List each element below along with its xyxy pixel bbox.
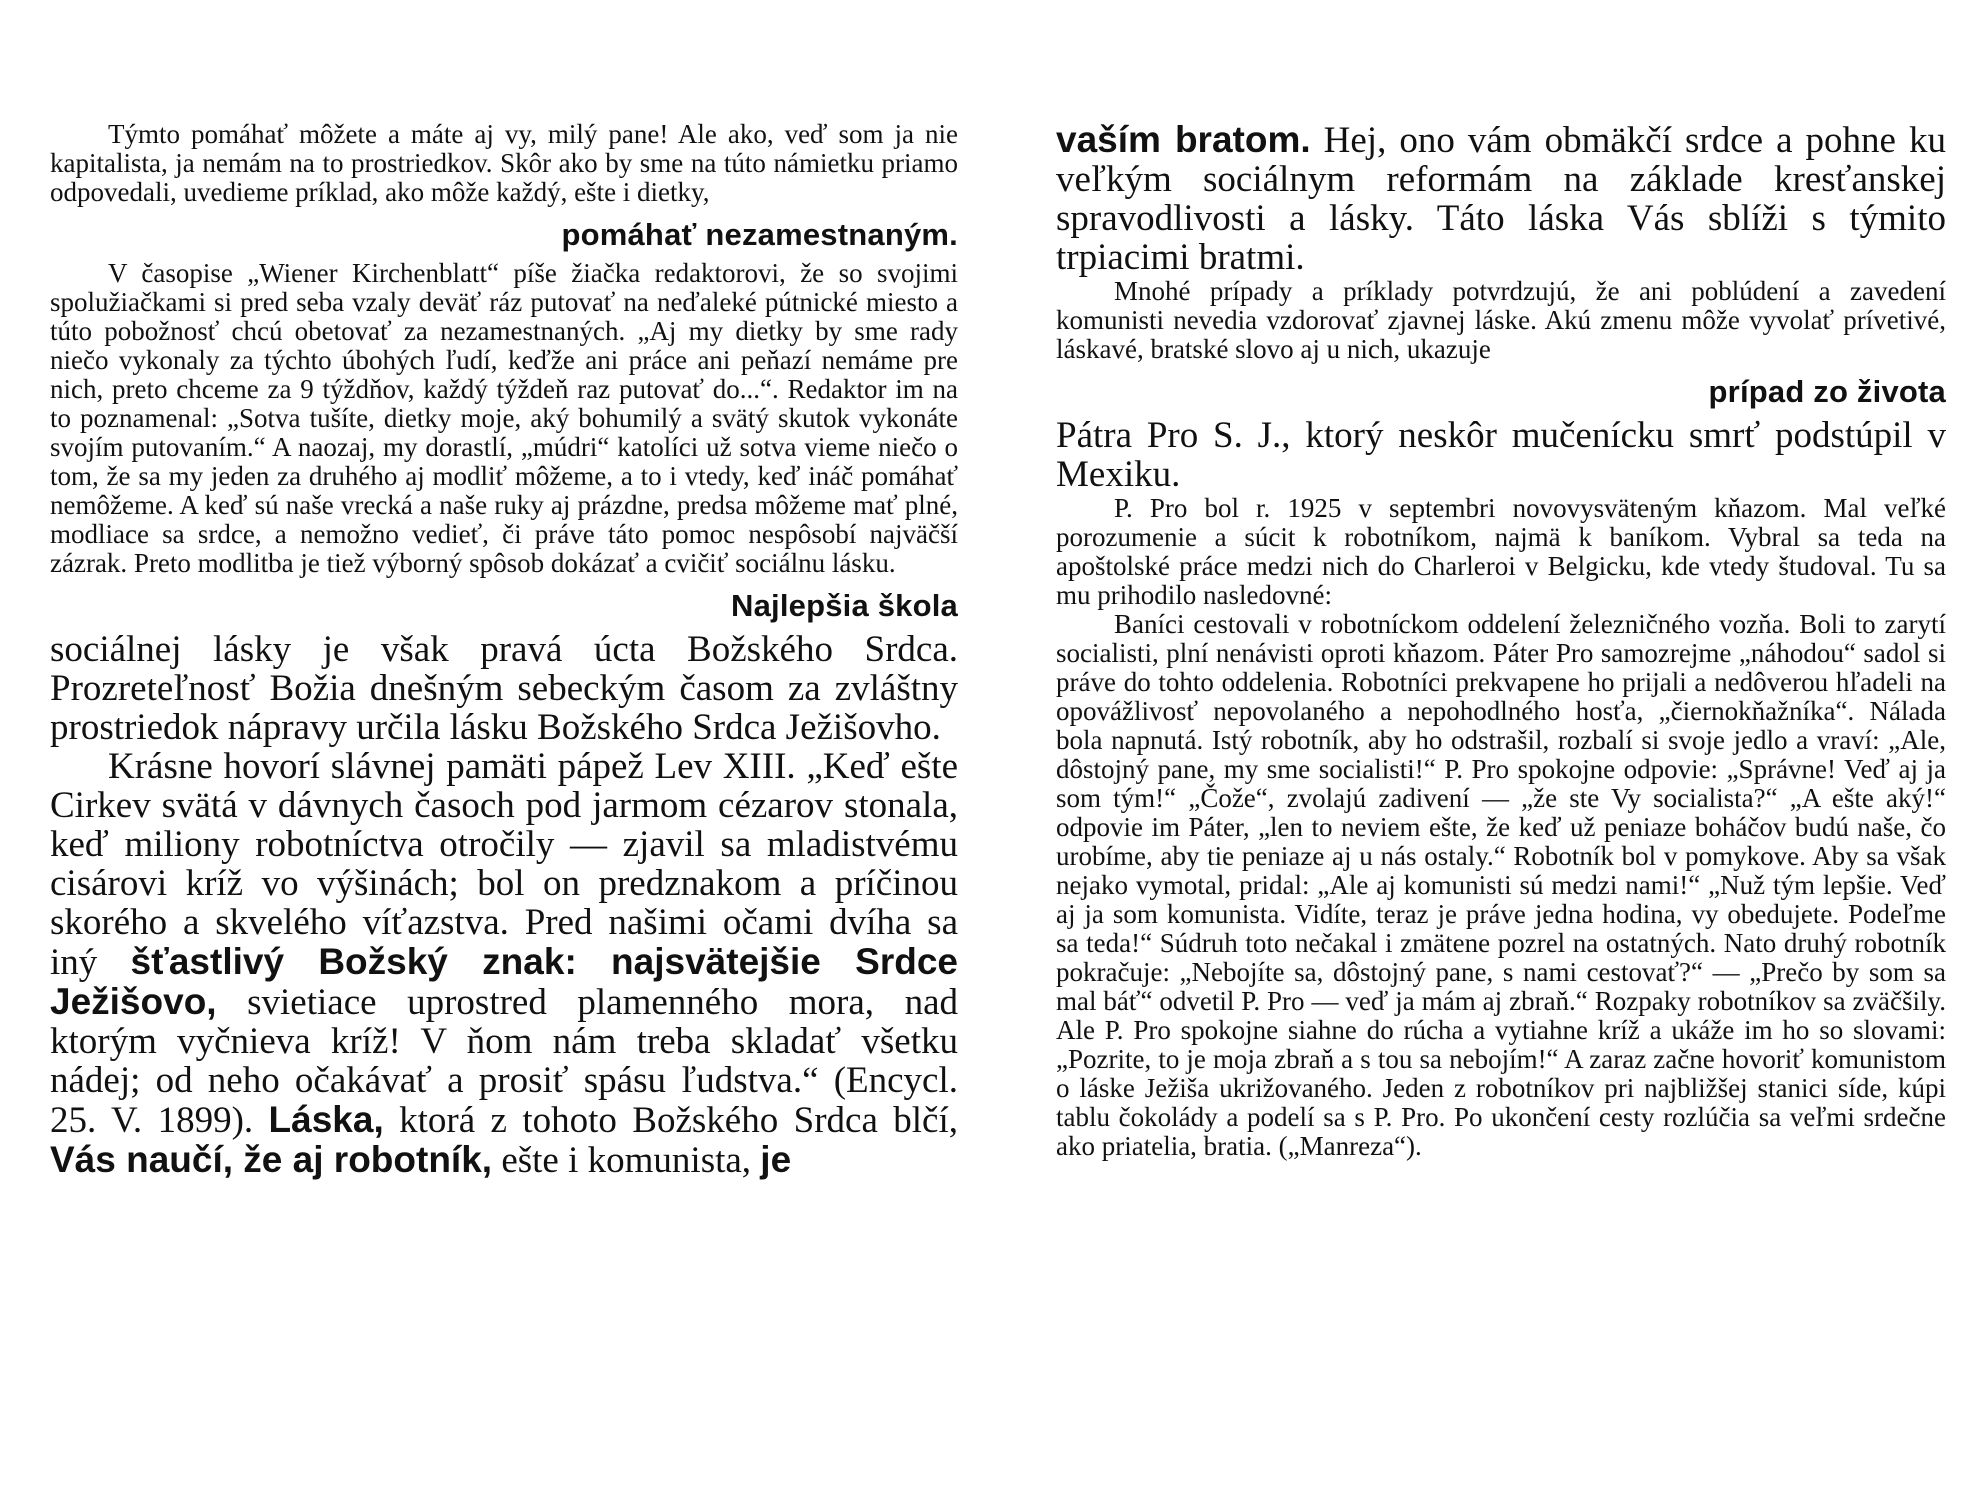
paragraph-lev-xiii: Krásne hovorí slávnej pamäti pápež Lev XIII. „Keď ešte Cirkev svätá v dávnych časoch pod jarmom cézarov stonala, keď miliony robotníctva otročily — zjavil sa mladistvému cisárovi kríž vo výšinách; bol on predznakom a príčinou skorého a skvelého víťazstva. Pred našimi očami dvíha sa iný šťastlivý Božský znak: najsvätejšie Srdce Ježišovo, svietiace uprostred plamenného mora, nad ktorým vyčnieva kríž! V ňom nám treba skladať všetku nádej; od neho očakávať a prosiť spásu ľudstva.“ (Encycl. 25. V. 1899). Láska, ktorá z tohoto Božského Srdca blčí, Vás naučí, že aj robotník, ešte i komunista, je xyxy=(50,746,958,1181)
paragraph-socialnej-lasky: sociálnej lásky je však pravá úcta Božského Srdca. Prozreteľnosť Božia dnešným sebeckým časom za zvláštny prostriedok nápravy určila lásku Božského Srdca Ježišovho. xyxy=(50,629,958,748)
paragraph-vasim-bratom: vaším bratom. Hej, ono vám obmäkčí srdce a pohne ku veľkým sociálnym reformám na základe kresťanskej spravodlivosti a lásky. Táto láska Vás sblíži s týmito trpiacimi bratmi. xyxy=(1056,119,1946,278)
paragraph-p-pro-1925: P. Pro bol r. 1925 v septembri novovysväteným kňazom. Mal veľké porozumenie a súcit k robotníkom, najmä k baníkom. Vybral sa teda na apoštolské práce medzi nich do Charleroi v Belgicku, kde vtedy študoval. Tu sa mu prihodilo nasledovné: xyxy=(1056,493,1946,610)
heading-pripad-zo-zivota: prípad zo života xyxy=(1708,374,1946,409)
paragraph-banici: Baníci cestovali v robotníckom oddelení železničného vozňa. Boli to zarytí socialisti, plní nenávisti oproti kňazom. Páter Pro samozrejme „náhodou“ sadol si práve do tohto oddelenia. Robotníci prekvapene ho prijali a nedôverou hľadeli na opovážlivosť nepovolaného a nepohodlného hosťa, „čiernokňažníka“. Nálada bola napnutá. Istý robotník, aby ho odstrašil, rozbalí si svoje jedlo a vraví: „Ale, dôstojný pane, my sme socialisti!“ P. Pro spokojne odpovie: „Správne! Veď aj ja som tým!“ „Čože“, zvolajú zadivení — „že ste Vy socialista?“ „A ešte aký!“ odpovie im Páter, „len to neviem ešte, že keď už peniaze boháčov budú naše, čo urobíme, aby tie peniaze aj u nás ostaly.“ Robotník bol v pomykove. Aby sa však nejako vymotal, pridal: „Ale aj komunisti sú medzi nami!“ „Nuž tým lepšie. Veď aj ja som komunista. Vidíte, teraz je práve jedna hodina, vy obedujete. Podeľme sa teda!“ Súdruh toto nečakal i zmätene pozrel na ostatných. Nato druhý robotník pokračuje: „Nebojíte sa, dôstojný pane, s nami cestovať?“ — „Prečo by som sa mal báť“ odvetil P. Pro — veď ja mám aj zbraň.“ Rozpaky robotníkov sa zväčšily. Ale P. Pro spokojne siahne do rúcha a vytiahne kríž a ukáže im ho so slovami: „Pozrite, to je moja zbraň a s tou sa nebojím!“ A zaraz začne hovoriť komunistom o láske Ježiša ukrižovaného. Jeden z robotníkov pri najbližšej stanici síde, kúpi tablu čokolády a podelí sa s P. Pro. Po ukončení cesty rozlúčia sa veľmi srdečne ako priatelia, bratia. („Manreza“). xyxy=(1056,609,1946,1161)
heading-pomahat: pomáhať nezamestnaným. xyxy=(561,217,958,252)
paragraph-intro: Týmto pomáhať môžete a máte aj vy, milý pane! Ale ako, veď som ja nie kapitalista, ja nemám na to prostriedkov. Skôr ako by sme na túto námietku priamo odpovedali, uvedieme príklad, ako môže každý, ešte i dietky, xyxy=(50,119,958,207)
heading-najlepsia-skola: Najlepšia škola xyxy=(730,588,958,623)
left-page xyxy=(50,120,958,1180)
right-page xyxy=(1056,120,1946,1161)
paragraph-patra-pro: Pátra Pro S. J., ktorý neskôr mučenícku smrť podstúpil v Mexiku. xyxy=(1056,415,1946,495)
paragraph-wiener-kirchenblatt: V časopise „Wiener Kirchenblatt“ píše žiačka redaktorovi, že so svojimi spolužiačkami si pred seba vzaly deväť ráz putovať na neďaleké pútnické miesto a túto pobožnosť chcú obetovať za nezamestnaných. „Aj my dietky by sme rady niečo vykonaly za týchto úbohých ľudí, keďže ani práce ani peňazí nemáme pre nich, preto chceme za 9 týždňov, každý týždeň raz putovať do...“. Redaktor im na to poznamenal: „Sotva tušíte, dietky moje, aký bohumilý a svätý skutok vykonáte svojím putovaním.“ A naozaj, my dorastlí, „múdri“ katolíci už sotva vieme niečo o tom, že sa my jeden za druhého aj modliť môžeme, a to i vtedy, keď ináč pomáhať nemôžeme. A keď sú naše vrecká a naše ruky aj prázdne, predsa môžeme mať plné, modliace sa srdce, a nemožno vedieť, či práve táto pomoc nespôsobí najväčší zázrak. Preto modlitba je tiež výborný spôsob dokázať a cvičiť sociálnu lásku. xyxy=(50,258,958,578)
paragraph-mnohe-pripady: Mnohé prípady a príklady potvrdzujú, že ani poblúdení a zavedení komunisti nevedia vzdorovať zjavnej láske. Akú zmenu môže vyvolať prívetivé, láskavé, bratské slovo aj u nich, ukazuje xyxy=(1056,276,1946,364)
